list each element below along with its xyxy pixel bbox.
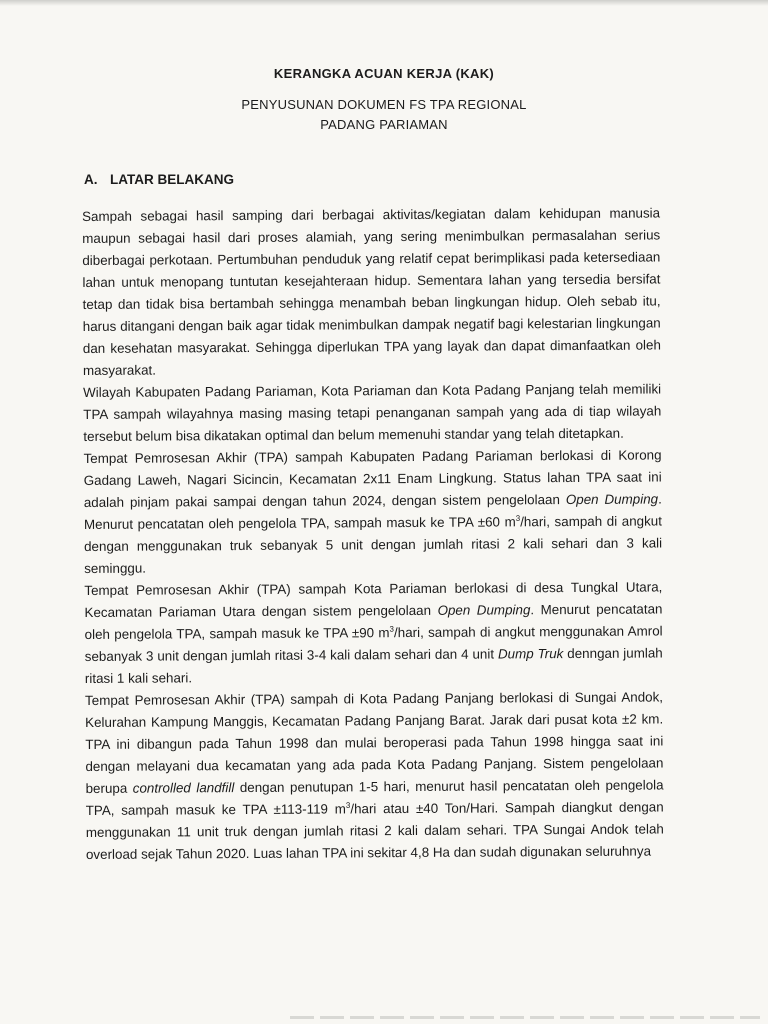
scan-top-edge xyxy=(0,0,768,6)
document-subtitle-line1: PENYUSUNAN DOKUMEN FS TPA REGIONAL xyxy=(241,97,527,112)
section-title: LATAR BELAKANG xyxy=(110,172,234,187)
document-title: KERANGKA ACUAN KERJA (KAK) xyxy=(273,66,495,81)
paragraph-tpa-padang-pariaman: Tempat Pemrosesan Akhir (TPA) sampah Kabupaten Padang Pariaman berlokasi di Korong Gadang Laweh, Nagari Sicincin, Kecamatan 2x11 Enam Lingkung. Status lahan TPA saat ini adalah pinjam pakai sampai dengan tahun 2024, dengan sistem pengelolaan Open Dumping. Menurut pencatatan oleh pengelola TPA, sampah masuk ke TPA ±60 $m^3$/hari, sampah di angkut dengan menggunakan truk sebanyak 5 unit dengan jumlah ritasi 2 kali sehari dan 3 kali seminggu. xyxy=(83,447,663,576)
paragraph-regional-overview: Wilayah Kabupaten Padang Pariaman, Kota Pariaman dan Kota Padang Panjang telah memiliki TPA sampah wilayahnya masing masing tetapi penanganan sampah yang ada di tiap wilayah tersebut belum bisa dikatakan optimal dan belum memenuhi standar yang telah ditetapkan. xyxy=(83,381,662,444)
section-number: A. xyxy=(84,172,98,187)
paragraph-background-intro: Sampah sebagai hasil samping dari berbagai aktivitas/kegiatan dalam kehidupan manusia maupun sebagai hasil dari proses alamiah, yang sering menimbulkan permasalahan serius diberbagai perkotaan. Pertumbuhan penduduk yang relatif cepat berimplikasi pada ketersediaan lahan untuk menopang tuntutan kesejahteraan hidup. Sementara lahan yang tersedia bersifat tetap dan tidak bisa bertambah sehingga menambah beban lingkungan hidup. Oleh sebab itu, harus ditangani dengan baik agar tidak menimbulkan dampak negatif bagi kelestarian lingkungan dan kesehatan masyarakat. Sehingga diperlukan TPA yang layak dan dapat dimanfaatkan oleh masyarakat. xyxy=(82,205,661,378)
document-body xyxy=(82,202,664,866)
paragraph-tpa-kota-pariaman: Tempat Pemrosesan Akhir (TPA) sampah Kota Pariaman berlokasi di desa Tungkal Utara, Kecamatan Pariaman Utara dengan sistem pengelolaan Open Dumping. Menurut pencatatan oleh pengelola TPA, sampah masuk ke TPA ±90 $m^3$/hari, sampah di angkut menggunakan Amrol sebanyak 3 unit dengan jumlah ritasi 3-4 kali dalam sehari dan 4 unit Dump Truk denngan jumlah ritasi 1 kali sehari. xyxy=(84,579,663,686)
document-subtitle-line2: PADANG PARIAMAN xyxy=(320,117,448,132)
section-heading xyxy=(84,172,234,187)
scan-bottom-edge xyxy=(290,1016,760,1019)
paragraph-tpa-padang-panjang: Tempat Pemrosesan Akhir (TPA) sampah di Kota Padang Panjang berlokasi di Sungai Andok, Kelurahan Kampung Manggis, Kecamatan Padang Panjang Barat. Jarak dari pusat kota ±2 km. TPA ini dibangun pada Tahun 1998 dan mulai beroperasi pada Tahun 1998 hingga saat ini dengan melayani dua kecamatan yang ada pada Kota Padang Panjang. Sistem pengelolaan berupa controlled landfill dengan penutupan 1-5 hari, menurut hasil pencatatan oleh pengelola TPA, sampah masuk ke TPA ±113-119 $m^3$/hari atau ±40 Ton/Hari. Sampah diangkut dengan menggunakan 11 unit truk dengan jumlah ritasi 2 kali dalam sehari. TPA Sungai Andok telah overload sejak Tahun 2020. Luas lahan TPA ini sekitar 4,8 Ha dan sudah digunakan seluruhnya xyxy=(84,689,664,862)
